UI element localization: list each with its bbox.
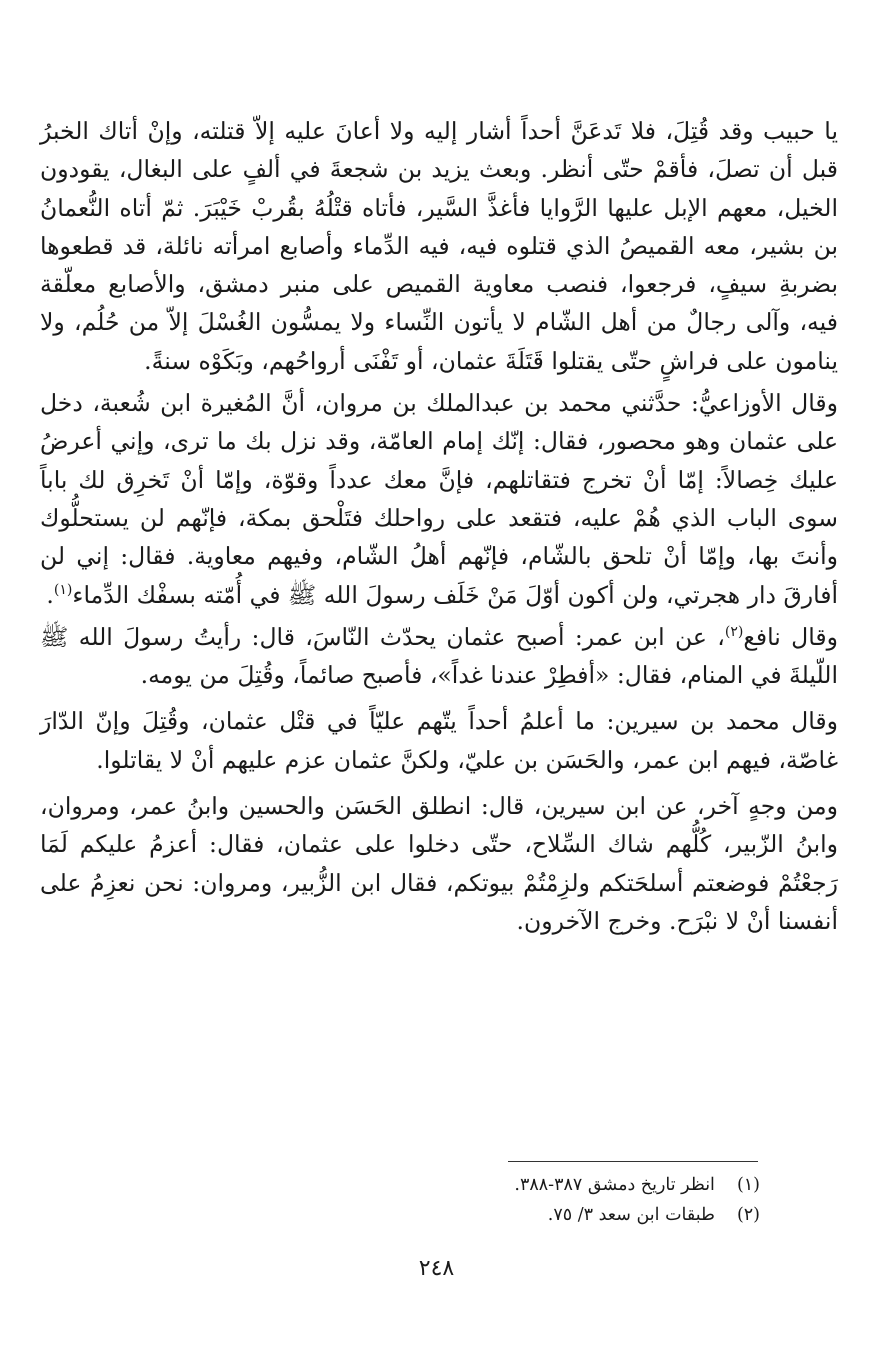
footnote-1-number: (١) [736, 1175, 760, 1195]
footnote-1-text: انظر تاريخ دمشق ٣٨٧-٣٨٨. [514, 1175, 715, 1195]
paragraph-3-lead: وقال نافع [743, 622, 839, 651]
paragraph-2: وقال الأوزاعيُّ: حدَّثني محمد بن عبدالملك بن مروان، أنَّ المُغيرة ابن شُعبة، دخل على عثمان وهو محصور، فقال: إنّك إمام العامّة، وقد نزل بك ما ترى، وإني أعرضُ عليك خِصالاً: إمّا أنْ تخرج فتقاتلهم، فإنَّ معك عدداً وقوّة، وإمّا أنْ تَخرِق لك باباً سوى الباب الذي هُمْ عليه، فتقعد على رواحلك فتَلْحق بمكة، فإنّهم لن يستحلُّوك وأنتَ بها، وإمّا أنْ تلحق بالشّام، فإنّهم أهلُ الشّام، وفيهم معاوية. فقال: إني لن أفارقَ دار هجرتي، ولن أكون أوّلَ مَنْ خَلَف رسولَ الله ﷺ في أُمّته بسفْك الدِّماء$^{(١)}$. [40, 389, 838, 609]
paragraph-3 [40, 618, 838, 695]
footnote-ref-2: (٢) [724, 624, 744, 641]
footnote-2 [380, 1200, 760, 1230]
paragraph-3-text: ، عن ابن عمر: أصبح عثمان يحدّث النّاسَ، قال: رأيتُ رسولَ الله ﷺ اللّيلةَ في المنام، فقال: «أفطِرْ عندنا غداً»، فأصبح صائماً، وقُتِلَ من يومه. [40, 622, 838, 690]
paragraph-4: وقال محمد بن سيرين: ما أعلمُ أحداً يتّهم عليّاً في قتْل عثمان، وقُتِلَ وإنّ الدّارَ غاصّة، فيهم ابن عمر، والحَسَن بن عليّ، ولكنَّ عثمان عزم عليهم أنْ لا يقاتلوا. [40, 707, 838, 774]
footnote-2-number: (٢) [736, 1205, 760, 1225]
paragraph-5: ومن وجهٍ آخر، عن ابن سيرين، قال: انطلق الحَسَن والحسين وابنُ عمر، ومروان، وابنُ الزّبير، كُلُّهم شاك السِّلاح، حتّى دخلوا على عثمان، فقال: أعزمُ عليكم لَمَا رَجعْتُمْ فوضعتم أسلحَتكم ولزِمْتُمْ بيوتكم، فقال ابن الزُّبير، ومروان: نحن نعزِمُ على أنفسنا أنْ لا نبْرَح. وخرج الآخرون. [40, 792, 838, 935]
footnote-2-text: طبقات ابن سعد ٣/ ٧٥. [547, 1205, 715, 1225]
footnote-1 [380, 1170, 760, 1200]
footnotes [380, 1170, 760, 1230]
footnote-divider [508, 1161, 758, 1162]
footnote-ref-1: (١) [53, 581, 73, 598]
main-text [40, 112, 838, 940]
paragraph-1: يا حبيب وقد قُتِلَ، فلا تَدعَنَّ أحداً أشار إليه ولا أعانَ عليه إلاّ قتلته، وإنْ أتاك الخبرُ قبل أن تصلَ، فأقمْ حتّى أنظر. وبعث يزيد بن شجعةَ في ألفٍ على البغال، يقودون الخيل، معهم الإبل عليها الرَّوايا فأغذَّ السَّير، فأتاه قتْلُهُ بقُربْ خَيْبَرَ. ثمّ أتاه النُّعمانُ بن بشير، معه القميصُ الذي قتلوه فيه، فيه الدِّماء وأصابع امرأته نائلة، قد قطعوها بضربةِ سيفٍ، فرجعوا، فنصب معاوية القميص على منبر دمشق، والأصابع معلّقة فيه، وآلى رجالٌ من أهل الشّام لا يأتون النِّساء ولا يمسُّون الغُسْلَ إلاّ من حُلُم، ولا ينامون على فراشٍ حتّى يقتلوا قَتَلَةَ عثمان، أو تَفْنَى أرواحُهم، وبَكَوْه سنةً. [40, 117, 838, 375]
page-number: ٢٤٨ [418, 1256, 455, 1281]
paragraph-2-text: وقال الأوزاعيُّ: حدَّثني محمد بن عبدالملك بن مروان، أنَّ المُغيرة ابن شُعبة، دخل على عثمان وهو محصور، فقال: إنّك إمام العامّة، وقد نزل بك ما ترى، وإني أعرضُ عليك خِصالاً: إمّا أنْ تخرج فتقاتلهم، فإنَّ معك عدداً وقوّة، وإمّا أنْ تَخرِق لك باباً سوى الباب الذي هُمْ عليه، فتقعد على رواحلك فتَلْحق بمكة، فإنّهم لن يستحلُّوك وأنتَ بها، وإمّا أنْ تلحق بالشّام، فإنّهم أهلُ الشّام، وفيهم معاوية. فقال: إني لن أفارقَ دار هجرتي، ولن أكون أوّلَ مَنْ خَلَف رسولَ الله ﷺ في أُمّته بسفْك الدِّماء [40, 389, 838, 609]
